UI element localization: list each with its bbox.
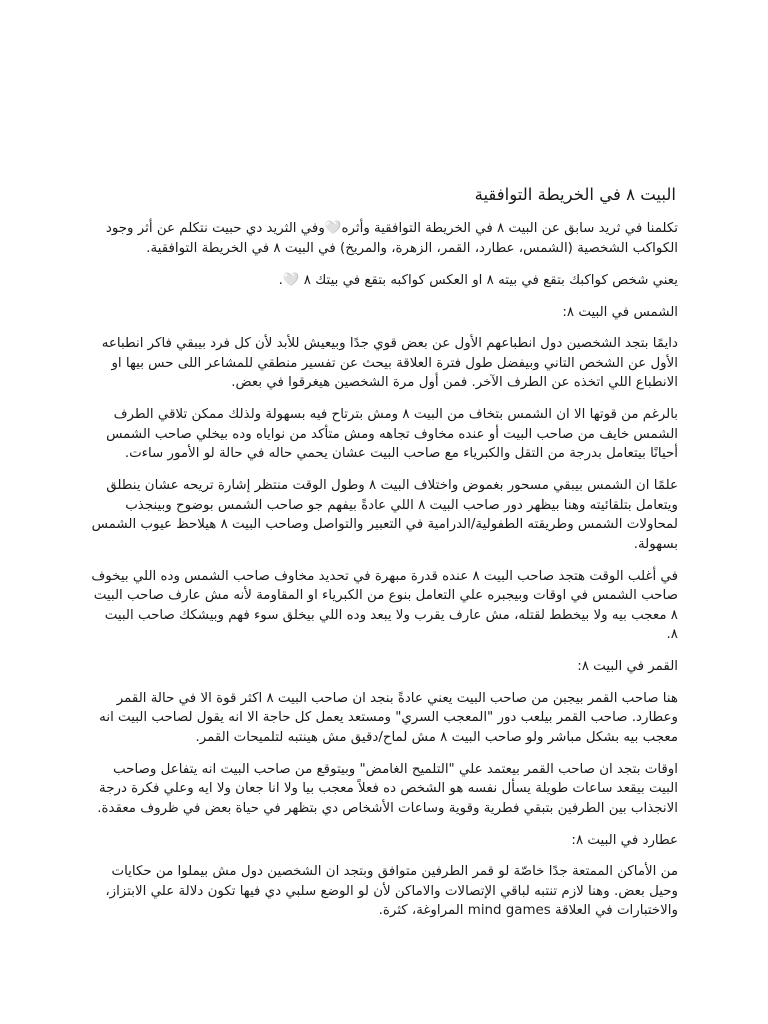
paragraph-sun-1: دايمًا بتجد الشخصين دول انطباعهم الأول عن بعض قوي جدًا وبيعيش للأبد لأن كل فرد بيبقي فاكر انطباعه الأول عن الشخص التاني وبيفضل طول فترة العلاقة بيحث عن تفسير منطقي للمشاعر اللى حس بيها او الانطباع اللي اتخذه عن الطرف الآخر. فمن أول مرة الشخصين هيغرقوا في بعض.: [101, 336, 678, 390]
document-title: البيت ٨ في الخريطة التوافقية: [474, 185, 676, 204]
paragraph-moon-1: هنا صاحب القمر بيجبن من صاحب البيت يعني عادةً بنجد ان صاحب البيت ٨ اكثر قوة الا في حالة القمر وعطارد. صاحب القمر بيلعب دور "المعجب السري" ومستعد يعمل كل حاجة الا انه يقول لصاحب البيت انه معجب بيه بشكل مباشر ولو صاحب البيت ٨ مش لماح/دقيق مش هينتبه لتلميحات القمر.: [99, 690, 678, 745]
paragraph-intro-2: يعني شخص كواكبك بتقع في بيته ٨ او العكس كواكبه بتقع في بيتك ٨ 🤍.: [278, 272, 678, 288]
section-heading-mercury: عطارد في البيت ٨:: [571, 832, 678, 848]
section-heading-sun: الشمس في البيت ٨:: [562, 304, 678, 320]
document-page: [90, 184, 678, 933]
paragraph-moon-2: اوقات بتجد ان صاحب القمر بيعتمد علي "التلميح الغامض" وبيتوقع من صاحب البيت انه يتفاعل وصاحب البيت بيقعد ساعات طويلة يسأل نفسه هو الشخص ده فعلاً معجب بيا ولا انا جعان ولا ايه وعلي فكرة درجة الانجذاب بين الطرفين بتبقي فطرية وقوية وساعات الأشخاص دي بتظهر في حياة بعض في ظروف معقدة.: [97, 761, 678, 816]
paragraph-mercury-1: من الأماكن الممتعة جدًا خاصّة لو قمر الطرفين متوافق وبتجد ان الشخصين دول مش بيملوا من حكايات وحيل بعض. وهنا لازم تنتبه لباقي الإتصالات والاماكن لأن لو الوضع سلبي دي فيها تكون دلالة علي الابتزاز، والاختبارات في العلاقة mind games المراوغة، كثرة.: [105, 864, 678, 918]
paragraph-sun-4: في أغلب الوقت هتجد صاحب البيت ٨ عنده قدرة مبهرة في تحديد مخاوف صاحب الشمس وده اللي بيخوف صاحب الشمس في اوقات وبيجبره علي التعامل بنوع من الكبرياء او المقاومة لأنه مش عارف صاحب البيت ٨ معجب بيه ولا بيخطط لقتله، مش عارف يقرب ولا يبعد وده اللي بيخلق سوء فهم وبيشكك صاحب البيت ٨.: [91, 568, 678, 642]
paragraph-intro: تكلمنا في ثريد سابق عن البيت ٨ في الخريطة التوافقية وأثره🤍وفي الثريد دي حبيت نتكلم عن أثر وجود الكواكب الشخصية (الشمس، عطارد، القمر، الزهرة، والمريخ) في البيت ٨ في الخريطة التوافقية.: [105, 221, 678, 256]
section-heading-moon: القمر في البيت ٨:: [577, 659, 678, 674]
paragraph-sun-3: علمًا ان الشمس بيبقي مسحور بغموض واختلاف البيت ٨ وطول الوقت منتظر إشارة تريحه عشان ينطلق ويتعامل بتلقائيته وهنا بيظهر دور صاحب البيت ٨ اللي عادةً بيفهم جو صاحب الشمس بوضوح وبينجذب لمحاولات الشمس وطريقته الطفولية/الدرامية في التعبير والتواصل وصاحب البيت ٨ هيلاحظ عيوب الشمس بسهولة.: [91, 478, 678, 552]
paragraph-sun-2: بالرغم من قوتها الا ان الشمس بتخاف من البيت ٨ ومش بترتاح فيه بسهولة ولذلك ممكن تلاقي الطرف الشمس خايف من صاحب البيت أو عنده مخاوف تجاهه ومش متأكد من نواياه وده بيخلي صاحب الشمس أحيانًا بيتعامل بدرجة من التقل والكبرياء مع صاحب البيت عشان يحمي حاله في حالة لو الأمور ساءت.: [106, 407, 678, 461]
